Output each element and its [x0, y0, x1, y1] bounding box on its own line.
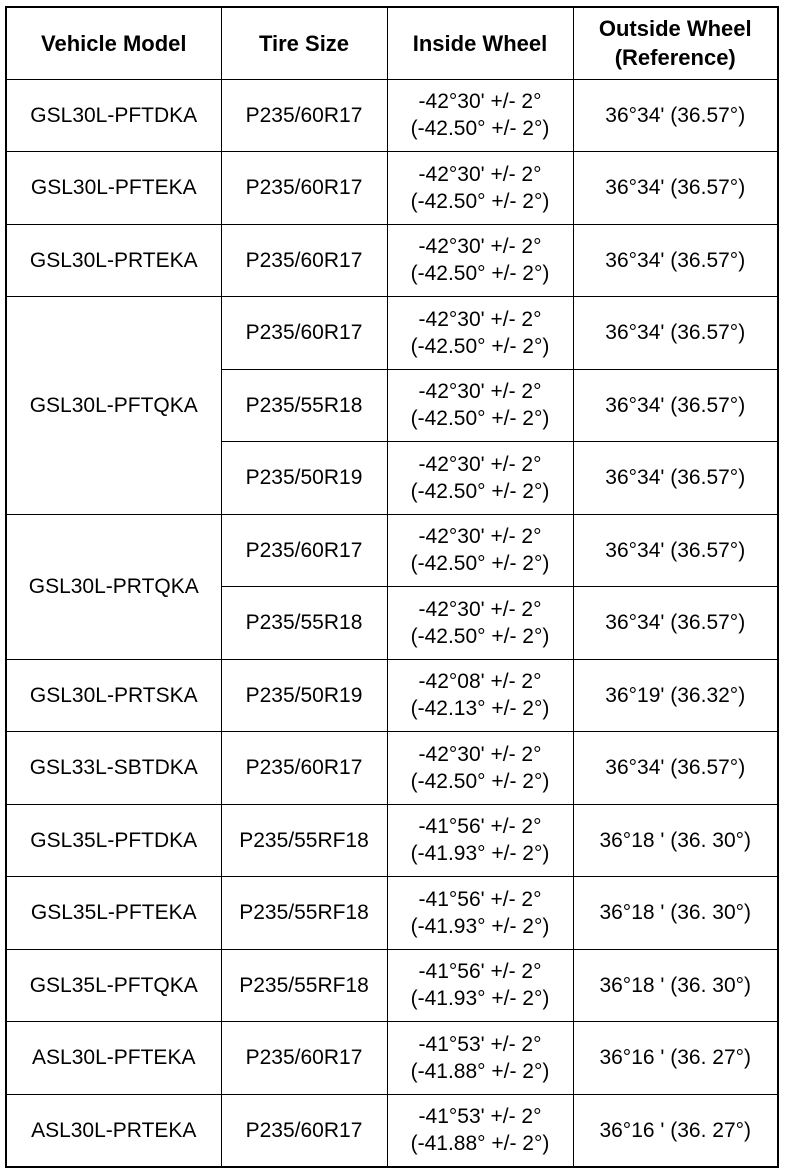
cell-inside-wheel [387, 514, 573, 587]
cell-tire-size: P235/50R19 [221, 659, 387, 732]
cell-tire-size: P235/55RF18 [221, 877, 387, 950]
inside-wheel-dms: -42°30' +/- 2° [418, 162, 542, 186]
cell-inside-wheel [387, 224, 573, 297]
table-row [6, 732, 778, 805]
cell-vehicle-model: GSL35L-PFTEKA [6, 877, 221, 950]
cell-outside-wheel: 36°19' (36.32°) [573, 659, 778, 732]
table-header-row [6, 7, 778, 79]
table-row [6, 877, 778, 950]
cell-tire-size: P235/55RF18 [221, 949, 387, 1022]
cell-inside-wheel [387, 587, 573, 660]
cell-outside-wheel: 36°34' (36.57°) [573, 732, 778, 805]
cell-vehicle-model: GSL30L-PFTDKA [6, 79, 221, 152]
cell-tire-size: P235/55R18 [221, 369, 387, 442]
inside-wheel-decimal: (-42.50° +/- 2°) [410, 334, 550, 358]
inside-wheel-dms: -41°53' +/- 2° [418, 1105, 542, 1128]
cell-inside-wheel [387, 804, 573, 877]
cell-vehicle-model: ASL30L-PRTEKA [6, 1094, 221, 1167]
cell-vehicle-model: GSL35L-PFTQKA [6, 949, 221, 1022]
cell-vehicle-model: GSL30L-PRTQKA [6, 514, 221, 659]
table-row [6, 1022, 778, 1095]
table-row [6, 659, 778, 732]
inside-wheel-dms: -41°56' +/- 2° [418, 960, 542, 984]
cell-inside-wheel [387, 1094, 573, 1167]
cell-outside-wheel: 36°18 ' (36. 30°) [573, 949, 778, 1022]
table-row [6, 79, 778, 152]
cell-inside-wheel [387, 152, 573, 225]
inside-wheel-decimal: (-42.50° +/- 2°) [410, 407, 550, 431]
inside-wheel-dms: -42°30' +/- 2° [418, 597, 542, 621]
cell-outside-wheel: 36°18 ' (36. 30°) [573, 804, 778, 877]
header-inside-wheel: Inside Wheel [387, 7, 573, 79]
inside-wheel-dms: -42°30' +/- 2° [418, 452, 542, 476]
inside-wheel-dms: -42°30' +/- 2° [418, 235, 542, 259]
inside-wheel-dms: -42°30' +/- 2° [418, 742, 542, 766]
cell-vehicle-model: GSL30L-PFTEKA [6, 152, 221, 225]
cell-tire-size: P235/60R17 [221, 1022, 387, 1095]
turning-angle-table [5, 6, 779, 1168]
cell-outside-wheel: 36°34' (36.57°) [573, 79, 778, 152]
cell-tire-size: P235/50R19 [221, 442, 387, 515]
cell-vehicle-model: GSL33L-SBTDKA [6, 732, 221, 805]
cell-tire-size: P235/60R17 [221, 79, 387, 152]
turning-angle-table-container [5, 6, 779, 1168]
inside-wheel-decimal: (-41.88° +/- 2°) [410, 1132, 550, 1155]
cell-vehicle-model: GSL30L-PRTEKA [6, 224, 221, 297]
inside-wheel-decimal: (-42.50° +/- 2°) [410, 262, 550, 286]
inside-wheel-dms: -42°30' +/- 2° [418, 380, 542, 404]
inside-wheel-decimal: (-42.50° +/- 2°) [410, 189, 550, 213]
cell-outside-wheel: 36°34' (36.57°) [573, 297, 778, 370]
cell-tire-size: P235/60R17 [221, 1094, 387, 1167]
table-row [6, 949, 778, 1022]
cell-tire-size: P235/55R18 [221, 587, 387, 660]
cell-inside-wheel [387, 659, 573, 732]
cell-outside-wheel: 36°34' (36.57°) [573, 369, 778, 442]
cell-tire-size: P235/60R17 [221, 732, 387, 805]
inside-wheel-decimal: (-42.50° +/- 2°) [410, 479, 550, 503]
cell-outside-wheel: 36°34' (36.57°) [573, 514, 778, 587]
inside-wheel-dms: -41°56' +/- 2° [418, 887, 542, 911]
inside-wheel-dms: -41°56' +/- 2° [418, 815, 542, 839]
table-row [6, 804, 778, 877]
cell-inside-wheel [387, 442, 573, 515]
cell-outside-wheel: 36°34' (36.57°) [573, 224, 778, 297]
cell-vehicle-model: ASL30L-PFTEKA [6, 1022, 221, 1095]
cell-outside-wheel: 36°16 ' (36. 27°) [573, 1094, 778, 1167]
cell-outside-wheel: 36°18 ' (36. 30°) [573, 877, 778, 950]
cell-inside-wheel [387, 877, 573, 950]
cell-vehicle-model: GSL30L-PRTSKA [6, 659, 221, 732]
cell-outside-wheel: 36°34' (36.57°) [573, 587, 778, 660]
cell-outside-wheel: 36°34' (36.57°) [573, 442, 778, 515]
header-vehicle-model: Vehicle Model [6, 7, 221, 79]
cell-inside-wheel [387, 1022, 573, 1095]
inside-wheel-dms: -41°53' +/- 2° [418, 1032, 542, 1056]
inside-wheel-dms: -42°30' +/- 2° [418, 90, 542, 114]
table-row [6, 152, 778, 225]
inside-wheel-decimal: (-41.93° +/- 2°) [410, 987, 550, 1011]
table-row [6, 1094, 778, 1167]
cell-inside-wheel [387, 369, 573, 442]
cell-tire-size: P235/60R17 [221, 297, 387, 370]
table-row [6, 297, 778, 370]
inside-wheel-decimal: (-41.88° +/- 2°) [410, 1059, 550, 1083]
cell-inside-wheel [387, 79, 573, 152]
cell-vehicle-model: GSL30L-PFTQKA [6, 297, 221, 515]
inside-wheel-dms: -42°08' +/- 2° [418, 670, 542, 694]
header-outside-wheel-line1: Outside Wheel [598, 16, 752, 42]
table-row [6, 514, 778, 587]
header-tire-size: Tire Size [221, 7, 387, 79]
inside-wheel-decimal: (-42.50° +/- 2°) [410, 117, 550, 141]
table-row [6, 224, 778, 297]
inside-wheel-decimal: (-42.13° +/- 2°) [410, 697, 550, 721]
cell-inside-wheel [387, 949, 573, 1022]
inside-wheel-dms: -42°30' +/- 2° [418, 525, 542, 549]
inside-wheel-decimal: (-41.93° +/- 2°) [410, 914, 550, 938]
cell-tire-size: P235/60R17 [221, 514, 387, 587]
inside-wheel-decimal: (-41.93° +/- 2°) [410, 842, 550, 866]
cell-tire-size: P235/60R17 [221, 224, 387, 297]
inside-wheel-decimal: (-42.50° +/- 2°) [410, 769, 550, 793]
header-outside-wheel-line2: (Reference) [614, 45, 736, 71]
cell-outside-wheel: 36°16 ' (36. 27°) [573, 1022, 778, 1095]
cell-inside-wheel [387, 732, 573, 805]
cell-outside-wheel: 36°34' (36.57°) [573, 152, 778, 225]
cell-tire-size: P235/60R17 [221, 152, 387, 225]
header-outside-wheel [573, 7, 778, 79]
inside-wheel-decimal: (-42.50° +/- 2°) [410, 624, 550, 648]
cell-vehicle-model: GSL35L-PFTDKA [6, 804, 221, 877]
cell-tire-size: P235/55RF18 [221, 804, 387, 877]
cell-inside-wheel [387, 297, 573, 370]
inside-wheel-dms: -42°30' +/- 2° [418, 307, 542, 331]
inside-wheel-decimal: (-42.50° +/- 2°) [410, 552, 550, 576]
